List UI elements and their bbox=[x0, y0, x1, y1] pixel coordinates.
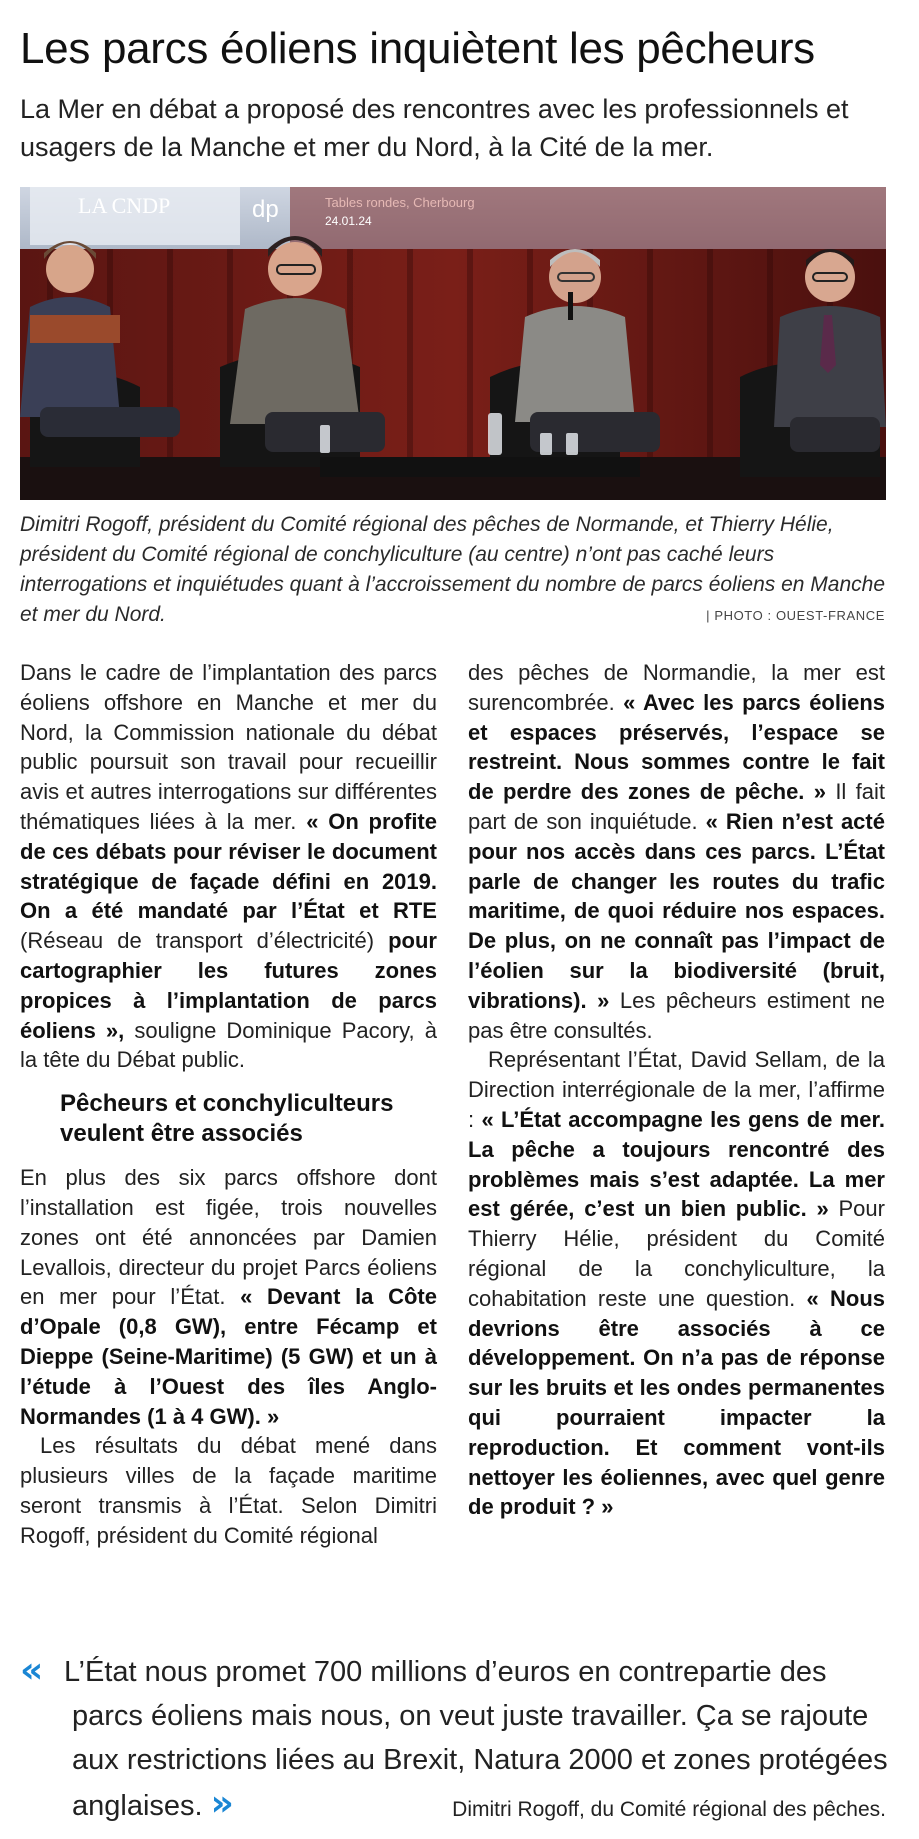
backdrop-date: 24.01.24 bbox=[325, 214, 372, 228]
headline: Les parcs éoliens inquiètent les pêcheurs bbox=[20, 24, 815, 73]
paragraph bbox=[20, 1163, 437, 1431]
body-text: souligne Dominique Pacory, à la tête du Débat public. bbox=[20, 1017, 437, 1073]
paragraph bbox=[468, 658, 885, 1045]
body-text: Dans le cadre de l’implantation des parcs éoliens offshore en Manche et mer du Nord, la Commission nationale du débat public poursuit son travail pour recueillir avis et autres interrogations sur différentes thématiques liées à la mer. bbox=[20, 660, 437, 834]
article-photo bbox=[20, 187, 886, 500]
photo-credit: | PHOTO : OUEST-FRANCE bbox=[706, 608, 885, 623]
backdrop-dp-logo: dp bbox=[252, 196, 279, 223]
quote-text: pour cartographier les futures zones propices à l’implantation de parcs éoliens », bbox=[20, 928, 437, 1043]
caption-text: Dimitri Rogoff, président du Comité régional des pêches de Normande, et Thierry Hélie, président du Comité régional de conchyliculture (au centre) n’ont pas caché leurs interrogations et inquiétudes quant à l’accroissement du nombre de parcs éoliens en Manche et mer du Nord. bbox=[20, 513, 886, 626]
subheading: Pêcheurs et conchyliculteurs veulent être associés bbox=[60, 1090, 394, 1148]
pull-quote-text: L’État nous promet 700 millions d’euros en contrepartie des parcs éoliens mais nous, on veut juste travailler. Ça se rajoute aux restrictions liées au Brexit, Natura 2000 et zones protégées anglaises. bbox=[64, 1656, 888, 1822]
pull-quote-author: Dimitri Rogoff, du Comité régional des pêches. bbox=[452, 1798, 886, 1821]
body-text: Pour Thierry Hélie, président du Comité régional de la conchyliculture, la cohabitation reste une question. bbox=[468, 1196, 885, 1311]
paragraph bbox=[20, 658, 437, 1075]
quote-text: « Devant la Côte d’Opale (0,8 GW), entre Fécamp et Dieppe (Seine-Maritime) (5 GW) et un à l’étude à l’Ouest des îles Anglo-Normandes (1 à 4 GW). » bbox=[20, 1284, 437, 1429]
quote-text: « Avec les parcs éoliens et espaces préservés, l’espace se restreint. Nous sommes contre le fait de perdre des zones de pêche. » bbox=[468, 689, 885, 805]
body-text: des pêches de Normandie, la mer est surencombrée. bbox=[468, 660, 885, 715]
paragraph bbox=[468, 1045, 885, 1522]
article-column-left bbox=[20, 658, 437, 1551]
close-quote-mark-icon: » bbox=[210, 1783, 234, 1824]
backdrop-logo: LA CNDP bbox=[78, 193, 171, 218]
quote-text: « Rien n’est acté pour nos accès dans ces parcs. L’État parle de changer les routes du trafic maritime, de quoi réduire nos espaces. De plus, on ne connaît pas l’impact de l’éolien sur la biodiversité (bruit, vibrations). » bbox=[468, 808, 885, 1013]
body-text: Les pêcheurs estiment ne pas être consultés. bbox=[468, 987, 885, 1043]
quote-text: « L’État accompagne les gens de mer. La pêche a toujours rencontré des problèmes mais s’est adaptée. La mer est gérée, c’est un bien public. » bbox=[468, 1106, 885, 1222]
panel-photo-illustration bbox=[20, 187, 886, 500]
quote-text: « On profite de ces débats pour réviser le document stratégique de façade défini en 2019. On a été mandaté par l’État et RTE bbox=[20, 808, 437, 924]
body-text: Il fait part de son inquiétude. bbox=[468, 779, 885, 834]
standfirst: La Mer en débat a proposé des rencontres avec les professionnels et usagers de la Manche et mer du Nord, à la Cité de la mer. bbox=[20, 94, 849, 162]
body-text: Représentant l’État, David Sellam, de la Direction interrégionale de la mer, l’affirme : bbox=[468, 1047, 885, 1132]
body-text: (Réseau de transport d’électricité) bbox=[20, 928, 389, 954]
open-quote-mark-icon: « bbox=[20, 1650, 44, 1691]
quote-text: « Nous devrions être associés à ce développement. On n’a pas de réponse sur les bruits et les ondes permanentes qui pourraient impacter la reproduction. Et comment vont-ils nettoyer les éoliennes, avec quel genre de produit ? » bbox=[468, 1285, 885, 1520]
body-text: En plus des six parcs offshore dont l’installation est figée, trois nouvelles zones ont été annoncées par Damien Levallois, directeur du projet Parcs éoliens en mer pour l’État. bbox=[20, 1165, 437, 1310]
paragraph: Les résultats du débat mené dans plusieurs villes de la façade maritime seront transmis à l’État. Selon Dimitri Rogoff, président du Comité régional bbox=[20, 1433, 437, 1548]
backdrop-event: Tables rondes, Cherbourg bbox=[325, 195, 475, 210]
article-column-right bbox=[468, 658, 885, 1522]
